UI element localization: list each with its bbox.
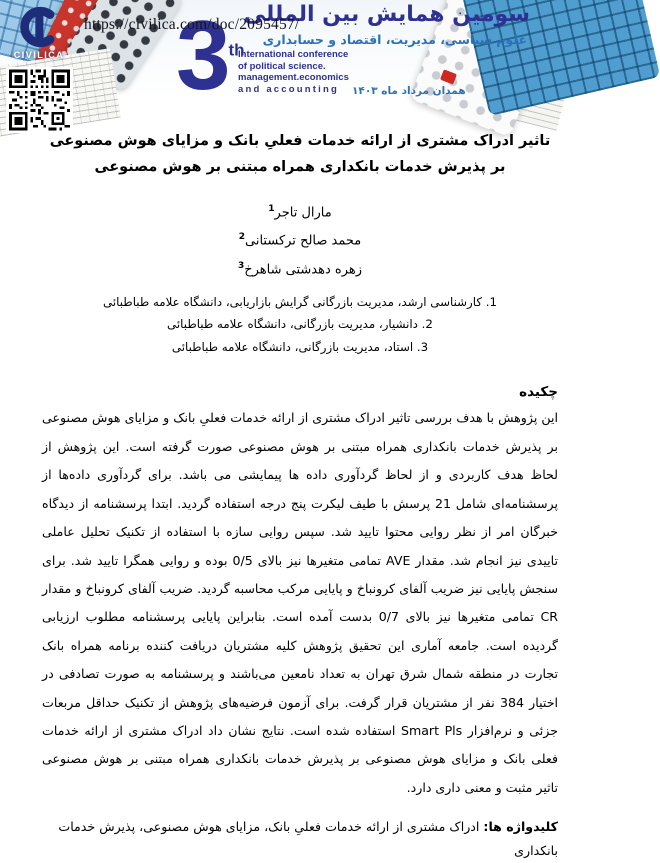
affiliation: 1. کارشناسی ارشد، مدیریت بازرگانی گرایش بازاریابی، دانشگاه علامه طباطبائی xyxy=(103,294,497,309)
civilica-logo xyxy=(8,5,70,67)
author xyxy=(42,254,558,282)
conference-title-en-line: and accounting xyxy=(238,83,339,95)
edition-suffix: th xyxy=(228,40,245,60)
keywords-label: کلیدواژه ها: xyxy=(483,819,558,835)
author-affiliation-ref: 3 xyxy=(237,260,245,271)
conference-title-en-line: of political science. xyxy=(238,60,326,72)
conference-subtitle-fa: علوم سیاسی، مدیریت، اقتصاد و حسابداری xyxy=(262,32,527,47)
affiliation: 3. استاد، مدیریت بازرگانی، دانشگاه علامه طباطبائی xyxy=(171,339,429,354)
author-name: زهره دهدشتی شاهرخ xyxy=(244,261,363,277)
conference-title-en-line: management.economics xyxy=(238,72,349,83)
conference-title-fa: سومین همایش بین المللی xyxy=(243,2,530,27)
paper-content xyxy=(0,100,600,863)
author xyxy=(42,225,558,253)
abstract-text: این پژوهش با هدف بررسی تاثیر ادراک مشتری از ارائه خدمات فعلیِ بانک و مزایای هوش مصنوعی بر پذیرش خدمات بانکداری همراه مبتنی بر هوش مصنوعی صورت گرفته است. این پژوهش از لحاظ هدف کاربردی و از لحاظ گردآوری داده ها پیمایشی می باشد. برای گردآوری داده‌ها از پرسشنامه‌ای شامل 21 پرسش با طیف لیکرت پنج درجه استفاده گردید. ابتدا پرسشنامه از دیدگاه خبرگان امر از نظر روایی محتوا تایید شد. سپس روایی سازه با استفاده از تکنیک تحلیل عاملی تاییدی نیز انجام شد. مقدار AVE تمامی متغیرها نیز بالای 0/5 بوده و روایی همگرا تایید شد. برای سنجش پایایی نیز ضریب آلفای کرونباخ و پایایی مرکب محاسبه گردید. ضریب آلفای کرونباخ و مقدار CR تمامی متغیرها نیز بالای 0/7 بدست آمده است. بنابراین پایایی پرسشنامه مطلوب ارزیابی گردیده است. جامعه آماری این تحقیق پژوهش کلیه مشتریان دریافت کننده برنامه همراه بانک تجارت در منطقه شمال شرق تهران به تعداد نامعین می‌باشند و پرسشنامه به صورت تصادفی در اختیار 384 نفر از مشتریان قرار گرفت. برای آزمون فرضیه‌های پژوهش از تکنیک حداقل مربعات جزئی و نرم‌افزار Smart Pls استفاده شده است. نتایج نشان داد ادراک مشتری از ارائه خدمات فعلی بانک و مزایای هوش مصنوعی بر پذیرش خدمات بانکداری همراه مبتنی بر هوش مصنوعی تاثیر مثبت و معنی داری دارد. xyxy=(42,410,559,795)
authors-list xyxy=(42,197,558,282)
conference-banner xyxy=(0,0,600,110)
affiliations-list xyxy=(42,291,558,359)
affiliation: 2. دانشیار، مدیریت بازرگانی، دانشگاه علامه طباطبائی xyxy=(167,317,433,332)
author-affiliation-ref: 1 xyxy=(268,204,275,214)
author-affiliation-ref: 2 xyxy=(238,232,246,243)
conference-title-en xyxy=(238,49,349,95)
author xyxy=(42,197,558,225)
abstract-heading: چکیده xyxy=(519,384,558,401)
author-name: محمد صالح ترکستانی xyxy=(245,233,362,249)
keywords-line xyxy=(42,815,558,863)
qr-code xyxy=(6,67,73,133)
civilica-logo-icon xyxy=(8,5,70,49)
conference-location-date: همدان مرداد ماه ۱۴۰۳ xyxy=(352,85,466,97)
calculator-red-key xyxy=(440,69,457,84)
paper-title: تاثیر ادراک مشتری از ارائه خدمات فعلیِ بانک و مزایای هوش مصنوعی بر پذیرش خدمات بانکداری همراه مبتنی بر هوش مصنوعی xyxy=(49,133,551,175)
keywords-text: ادراک مشتری از ارائه خدمات فعلیِ بانک، مزایای هوش مصنوعی، پذیرش خدمات بانکداری xyxy=(58,819,558,859)
watermark-url: https://civilica.com/doc/2095457/ xyxy=(84,16,300,33)
conference-title-en-line: International conference xyxy=(238,49,349,60)
author-name: مارال تاجر xyxy=(274,205,332,221)
civilica-logo-text: CIVILICA xyxy=(13,50,65,60)
conference-edition-number: 3th xyxy=(176,0,245,110)
